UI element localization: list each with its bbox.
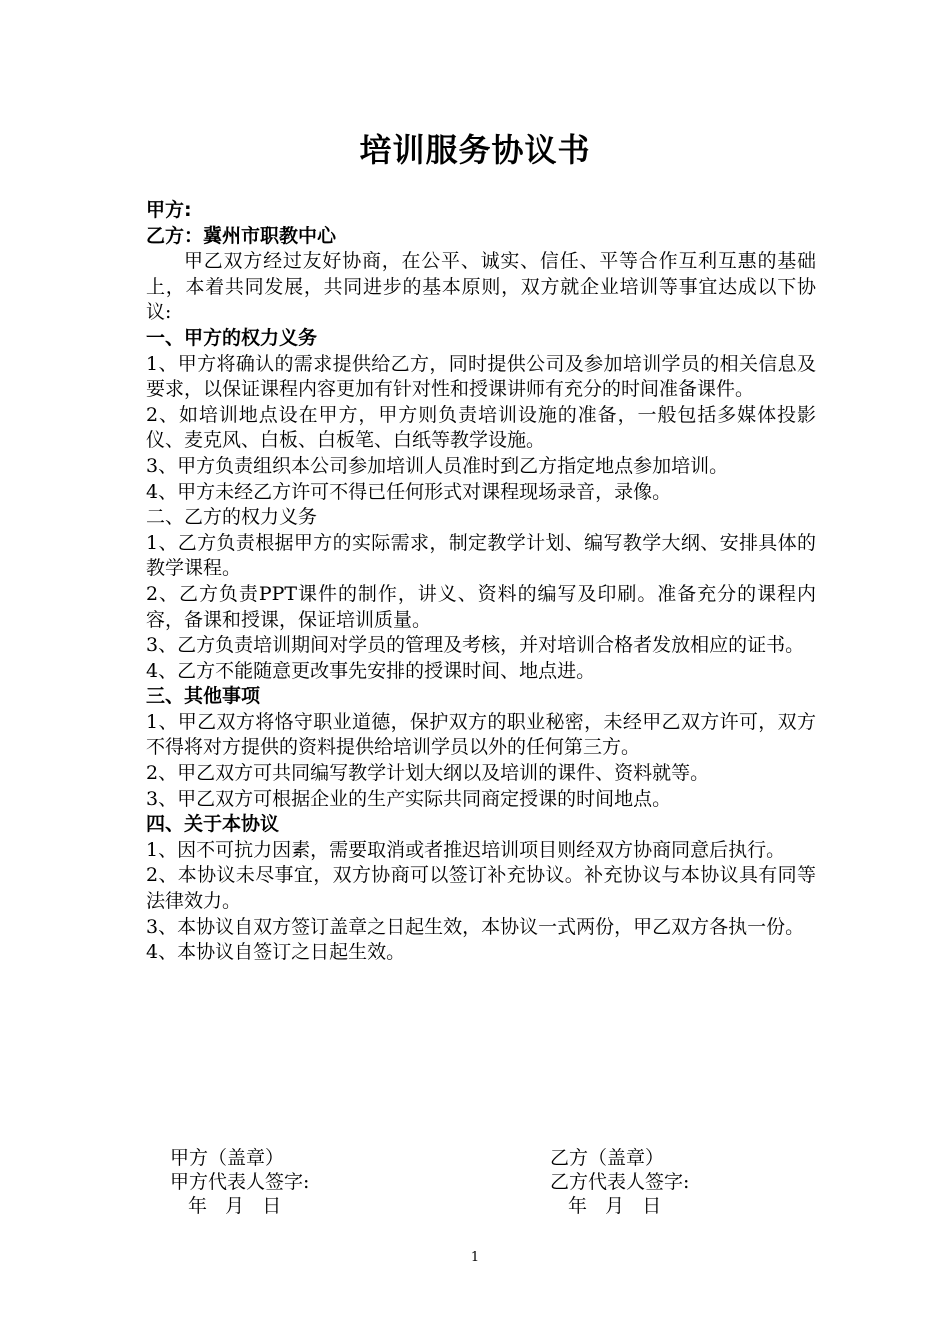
clause-paragraph: 1、甲方将确认的需求提供给乙方，同时提供公司及参加培训学员的相关信息及要求，以保证课程内容更加有针对性和授课讲师有充分的时间准备课件。 — [146, 352, 816, 401]
party-b-representative-label: 乙方代表人签字: — [550, 1171, 690, 1193]
party-a-line: 甲方: — [146, 199, 192, 221]
clause-paragraph: 3、本协议自双方签订盖章之日起生效，本协议一式两份，甲乙双方各执一份。 — [146, 915, 805, 938]
party-b-line: 乙方：冀州市职教中心 — [146, 224, 337, 247]
clause-paragraph: 2、甲乙双方可共同编写教学计划大纲以及培训的课件、资料就等。 — [146, 762, 710, 785]
section-heading: 三、其他事项 — [146, 685, 261, 708]
clause-paragraph: 4、本协议自签订之日起生效。 — [146, 941, 406, 964]
document-body — [146, 198, 816, 966]
party-b-seal-label: 乙方（盖章） — [550, 1147, 665, 1169]
section-heading: 二、乙方的权力义务 — [146, 506, 318, 529]
signature-block-party-a — [170, 1146, 309, 1218]
clause-paragraph: 3、甲乙双方可根据企业的生产实际共同商定授课的时间地点。 — [146, 787, 672, 810]
clause-paragraph: 1、乙方负责根据甲方的实际需求，制定教学计划、编写教学大纲、安排具体的教学课程。 — [146, 531, 816, 580]
section-heading: 四、关于本协议 — [146, 813, 280, 836]
page-number: 1 — [470, 1250, 480, 1265]
clause-paragraph: 1、因不可抗力因素，需要取消或者推迟培训项目则经双方协商同意后执行。 — [146, 838, 786, 861]
clause-paragraph: 2、乙方负责PPT课件的制作，讲义、资料的编写及印刷。准备充分的课程内容，备课和授课，保证培训质量。 — [146, 582, 816, 631]
preamble-paragraph: 甲乙双方经过友好协商，在公平、诚实、信任、平等合作互利互惠的基础上，本着共同发展，共同进步的基本原则，双方就企业培训等事宜达成以下协议: — [146, 250, 816, 324]
section-heading: 一、甲方的权力义务 — [146, 326, 318, 349]
clause-paragraph: 3、甲方负责组织本公司参加培训人员准时到乙方指定地点参加培训。 — [146, 454, 729, 477]
party-a-representative-label: 甲方代表人签字: — [170, 1171, 310, 1193]
document-title: 培训服务协议书 — [359, 131, 591, 169]
clause-paragraph: 2、如培训地点设在甲方，甲方则负责培训设施的准备，一般包括多媒体投影仪、麦克风、白板、白板笔、白纸等教学设施。 — [146, 403, 816, 452]
clause-paragraph: 4、乙方不能随意更改事先安排的授课时间、地点进。 — [146, 659, 596, 682]
party-a-seal-label: 甲方（盖章） — [170, 1147, 285, 1169]
clause-paragraph: 3、乙方负责培训期间对学员的管理及考核，并对培训合格者发放相应的证书。 — [146, 634, 805, 657]
clause-paragraph: 4、甲方未经乙方许可不得已任何形式对课程现场录音，录像。 — [146, 480, 672, 503]
party-b-date-label: 年 月 日 — [568, 1195, 662, 1217]
party-a-date-label: 年 月 日 — [188, 1195, 282, 1217]
clause-paragraph: 2、本协议未尽事宜，双方协商可以签订补充协议。补充协议与本协议具有同等法律效力。 — [146, 864, 816, 913]
signature-block-party-b — [550, 1146, 689, 1218]
clause-paragraph: 1、甲乙双方将恪守职业道德，保护双方的职业秘密，未经甲乙双方许可，双方不得将对方提供的资料提供给培训学员以外的任何第三方。 — [146, 710, 816, 759]
